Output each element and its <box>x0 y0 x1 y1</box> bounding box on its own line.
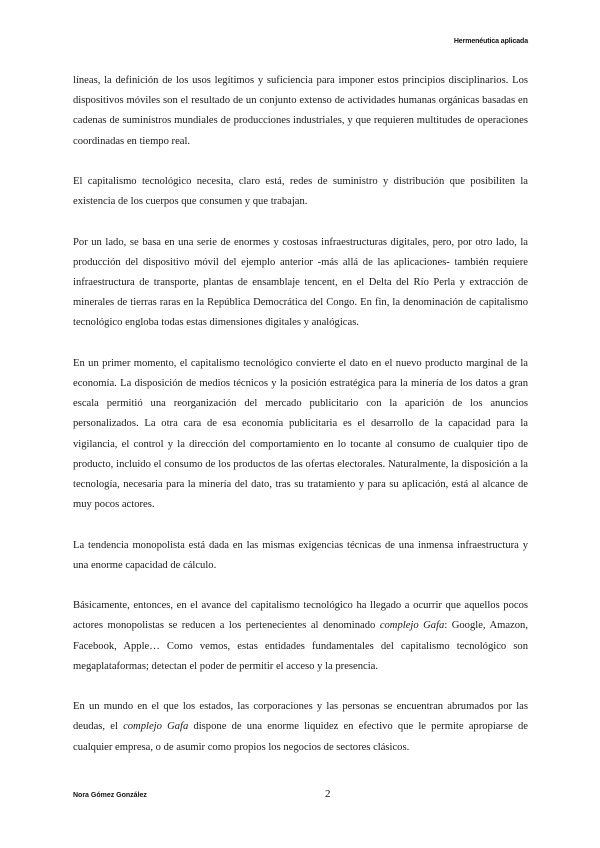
paragraph-text: El capitalismo tecnológico necesita, claro está, redes de suministro y distribución que posibiliten la existencia de los cuerpos que consumen y que trabajan. <box>73 176 528 208</box>
running-header: Hermenéutica aplicada <box>453 38 528 45</box>
paragraph <box>73 172 528 212</box>
paragraph-text: En un mundo en el que los estados, las corporaciones y las personas se encuentran abrumados por las deudas, el <box>73 701 528 733</box>
emphasis-term: complejo Gafa <box>379 620 445 632</box>
paragraph <box>73 71 528 152</box>
paragraph <box>73 233 528 334</box>
paragraph-text: Por un lado, se basa en una serie de enormes y costosas infraestructuras digitales, pero, por otro lado, la producción del dispositivo móvil del ejemplo anterior -más allá de las aplicaciones- también requiere infraestructura de transporte, plantas de ensamblaje tencent, en el Delta del Río Perla y extracción de minerales de tierras raras en la República Democrática del Congo. En fin, la denominación de capitalismo tecnológico engloba todas estas dimensiones digitales y analógicas. <box>73 236 528 329</box>
emphasis-term: complejo Gafa <box>123 721 189 733</box>
paragraph-text: líneas, la definición de los usos legítimos y suficiencia para imponer estos principios disciplinarios. Los dispositivos móviles son el resultado de un conjunto extenso de actividades humanas orgánicas basadas en cadenas de suministros mundiales de producciones industriales, y que requieren multitudes de operaciones coordinadas en tiempo real. <box>73 75 528 147</box>
paragraph-text: Básicamente, entonces, en el avance del capitalismo tecnológico ha llegado a ocurrir que aquellos pocos actores monopolistas se reducen a los pertenecientes al denominado <box>73 600 528 632</box>
paragraph <box>73 697 528 758</box>
paragraph-text: En un primer momento, el capitalismo tecnológico convierte el dato en el nuevo producto marginal de la economía. La disposición de medios técnicos y la posición estratégica para la minería de los datos a gran escala permitió una reorganización del mercado publicitario con la aparición de los anuncios personalizados. La otra cara de esa economía publicitaria es el desarrollo de la capacidad para la vigilancia, el control y la dirección del comportamiento en lo tocante al consumo de cualquier tipo de producto, incluido el consumo de los productos de las ofertas electorales. Naturalmente, la disposición a la tecnología, necesaria para la minería del dato, tras su tratamiento y para su aplicación, está al alcance de muy pocos actores. <box>73 357 528 511</box>
paragraph <box>73 536 528 576</box>
paragraph-text: : Google, Amazon, Facebook, Apple… Como vemos, estas entidades fundamentales del capitalismo tecnológico son megaplataformas; detectan el poder de permitir el acceso y la presencia. <box>73 620 528 672</box>
paragraph <box>73 596 528 677</box>
footer-author: Nora Gómez González <box>73 792 147 799</box>
paragraph <box>73 354 528 516</box>
paragraph-text: dispone de una enorme liquidez en efectivo que le permite apropiarse de cualquier empresa, o de asumir como propios los negocios de sectores clásicos. <box>73 721 529 753</box>
body-text <box>73 71 528 758</box>
paragraph-text: La tendencia monopolista está dada en las mismas exigencias técnicas de una inmensa infraestructura y una enorme capacidad de cálculo. <box>73 539 528 571</box>
page-number: 2 <box>325 788 331 800</box>
